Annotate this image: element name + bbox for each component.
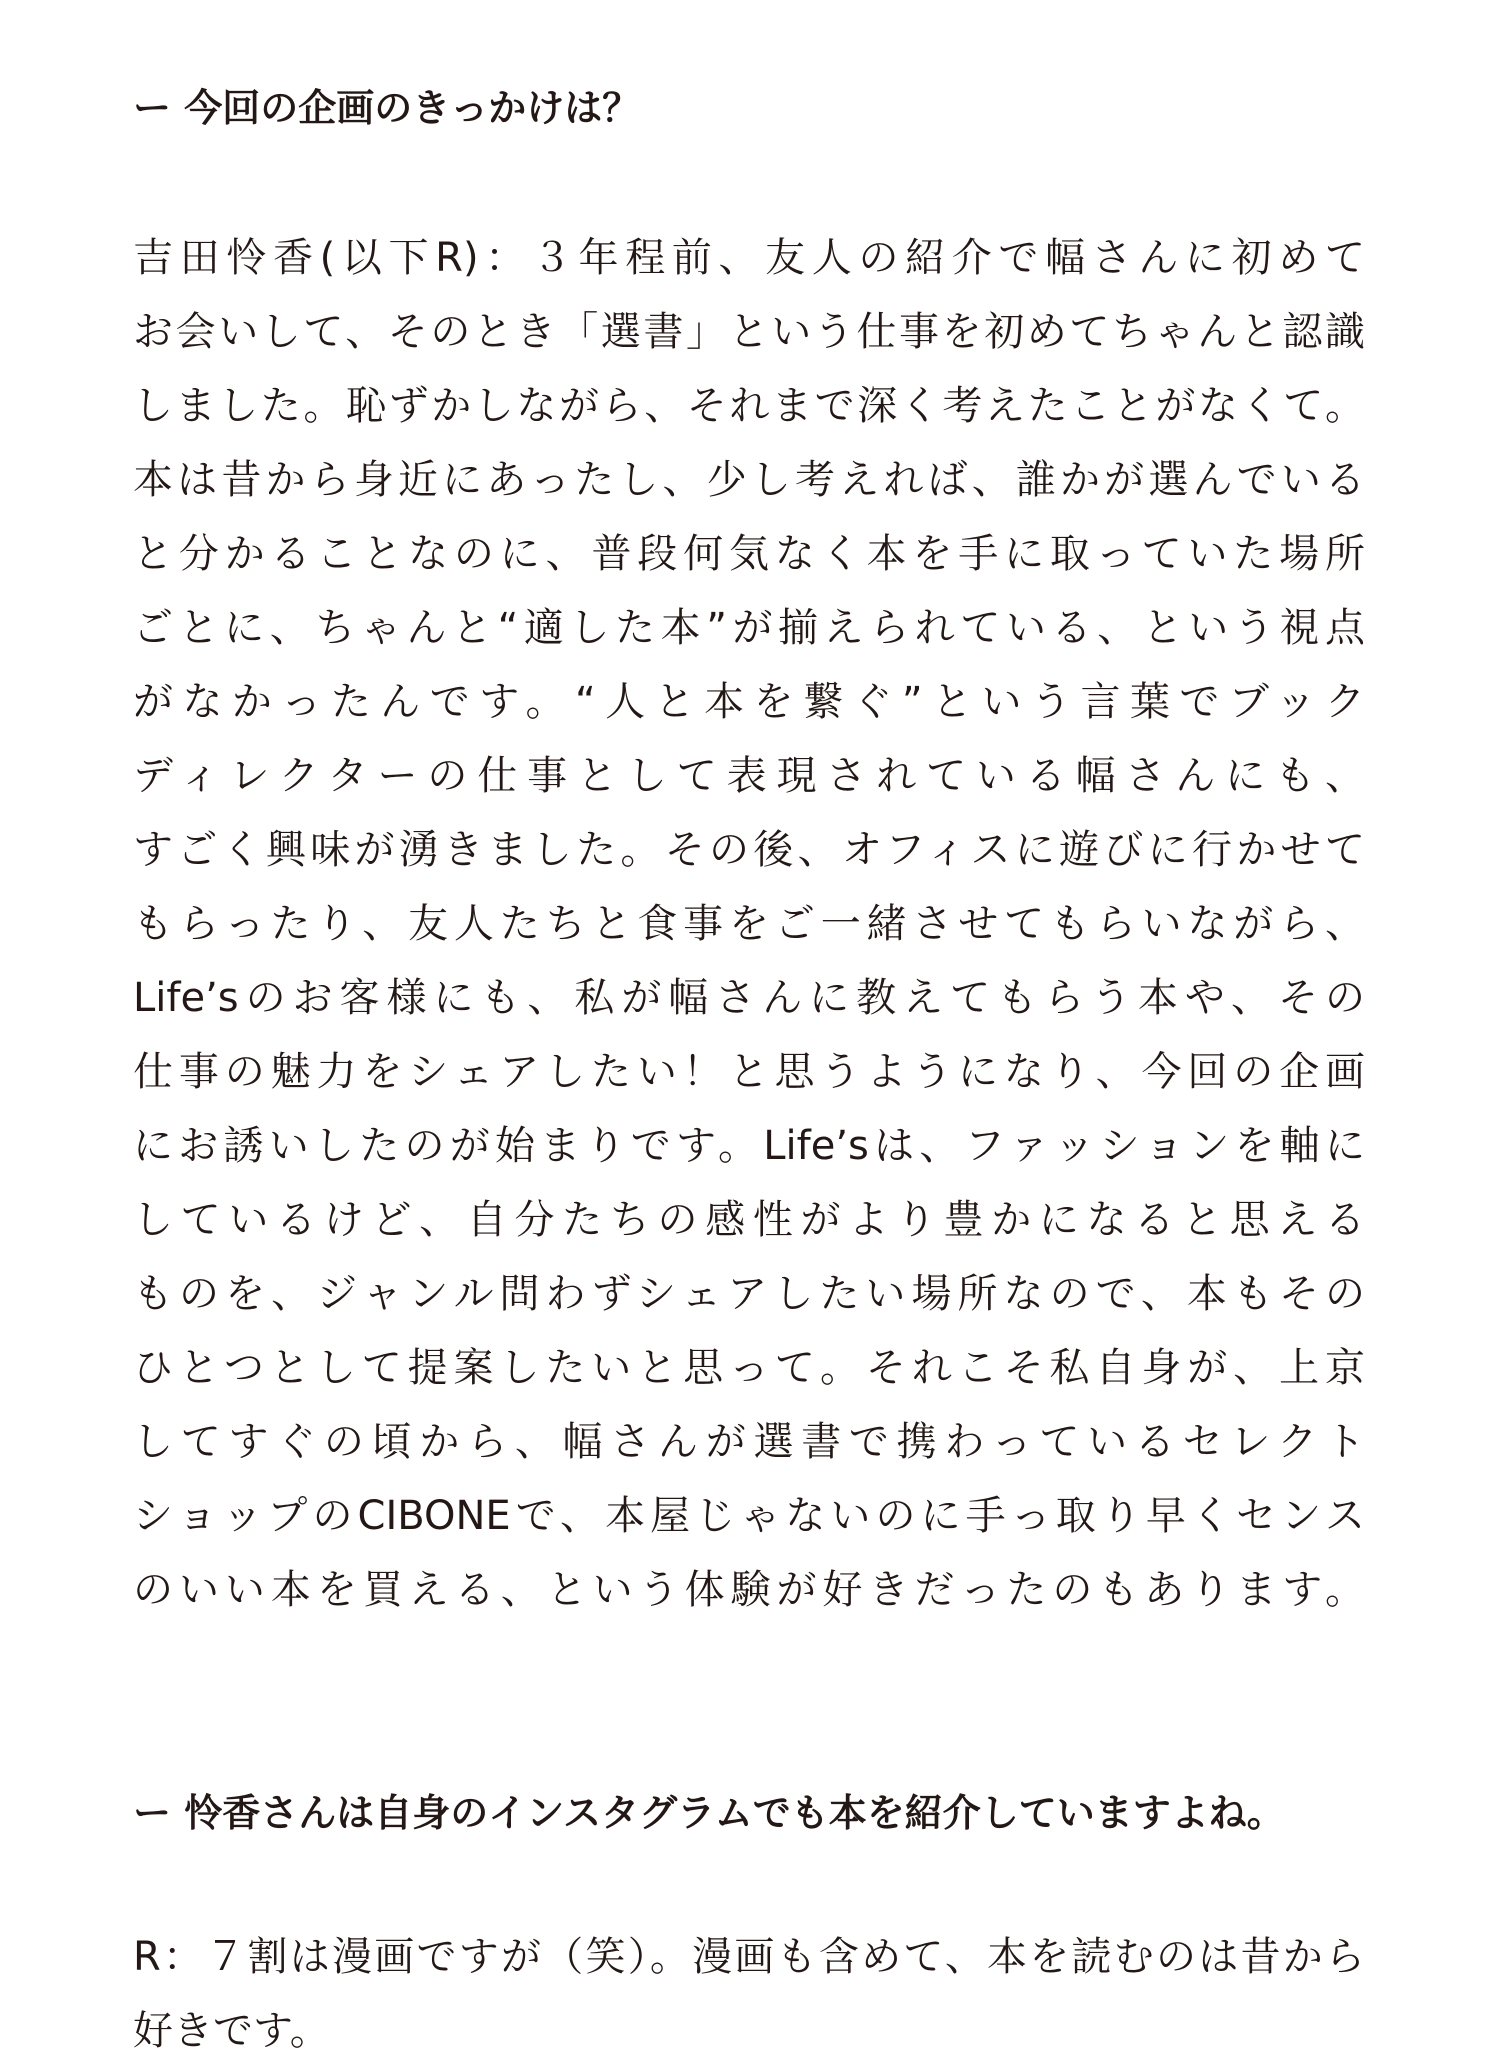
answer-line: と分かることなのに、普段何気なく本を手に取っていた場所 [133, 531, 1365, 577]
answer-line: 仕事の魅力をシェアしたい！と思うようになり、今回の企画 [133, 1049, 1365, 1095]
answer-line: 吉田怜香(以下R)：３年程前、友人の紹介で幅さんに初めて [133, 235, 1365, 281]
answer-line: ショップのCIBONEで、本屋じゃないのに手っ取り早くセンス [133, 1493, 1365, 1539]
answer-line: のいい本を買える、という体験が好きだったのもあります。 [133, 1567, 1365, 1613]
answer-line: 好きです。 [133, 2008, 330, 2054]
interview-question-1: ー 今回の企画のきっかけは？ [133, 86, 641, 130]
answer-line: しているけど、自分たちの感性がより豊かになると思える [133, 1197, 1365, 1243]
interview-answer-1 [133, 221, 1365, 1627]
answer-line: ものを、ジャンル問わずシェアしたい場所なので、本もその [133, 1271, 1365, 1317]
answer-line: ごとに、ちゃんと“適した本”が揃えられている、という視点 [133, 605, 1365, 651]
answer-line: がなかったんです。“人と本を繋ぐ”という言葉でブック [133, 679, 1365, 725]
answer-line: Life’sのお客様にも、私が幅さんに教えてもらう本や、その [133, 975, 1365, 1021]
interview-answer-2 [133, 1920, 1365, 2068]
answer-line: ディレクターの仕事として表現されている幅さんにも、 [133, 753, 1365, 799]
answer-line: もらったり、友人たちと食事をご一緒させてもらいながら、 [133, 901, 1365, 947]
answer-line: お会いして、そのとき「選書」という仕事を初めてちゃんと認識 [133, 309, 1365, 355]
answer-line: にお誘いしたのが始まりです。Life’sは、ファッションを軸に [133, 1123, 1365, 1169]
answer-line: しました。恥ずかしながら、それまで深く考えたことがなくて。 [133, 383, 1365, 429]
answer-line: ひとつとして提案したいと思って。それこそ私自身が、上京 [133, 1345, 1365, 1391]
answer-line: 本は昔から身近にあったし、少し考えれば、誰かが選んでいる [133, 457, 1365, 503]
answer-line: すごく興味が湧きました。その後、オフィスに遊びに行かせて [133, 827, 1365, 873]
answer-line: してすぐの頃から、幅さんが選書で携わっているセレクト [133, 1419, 1365, 1465]
interview-question-2: ー 怜香さんは自身のインスタグラムでも本を紹介していますよね。 [133, 1791, 1285, 1835]
answer-line: R：７割は漫画ですが（笑）。漫画も含めて、本を読むのは昔から [133, 1934, 1365, 1980]
